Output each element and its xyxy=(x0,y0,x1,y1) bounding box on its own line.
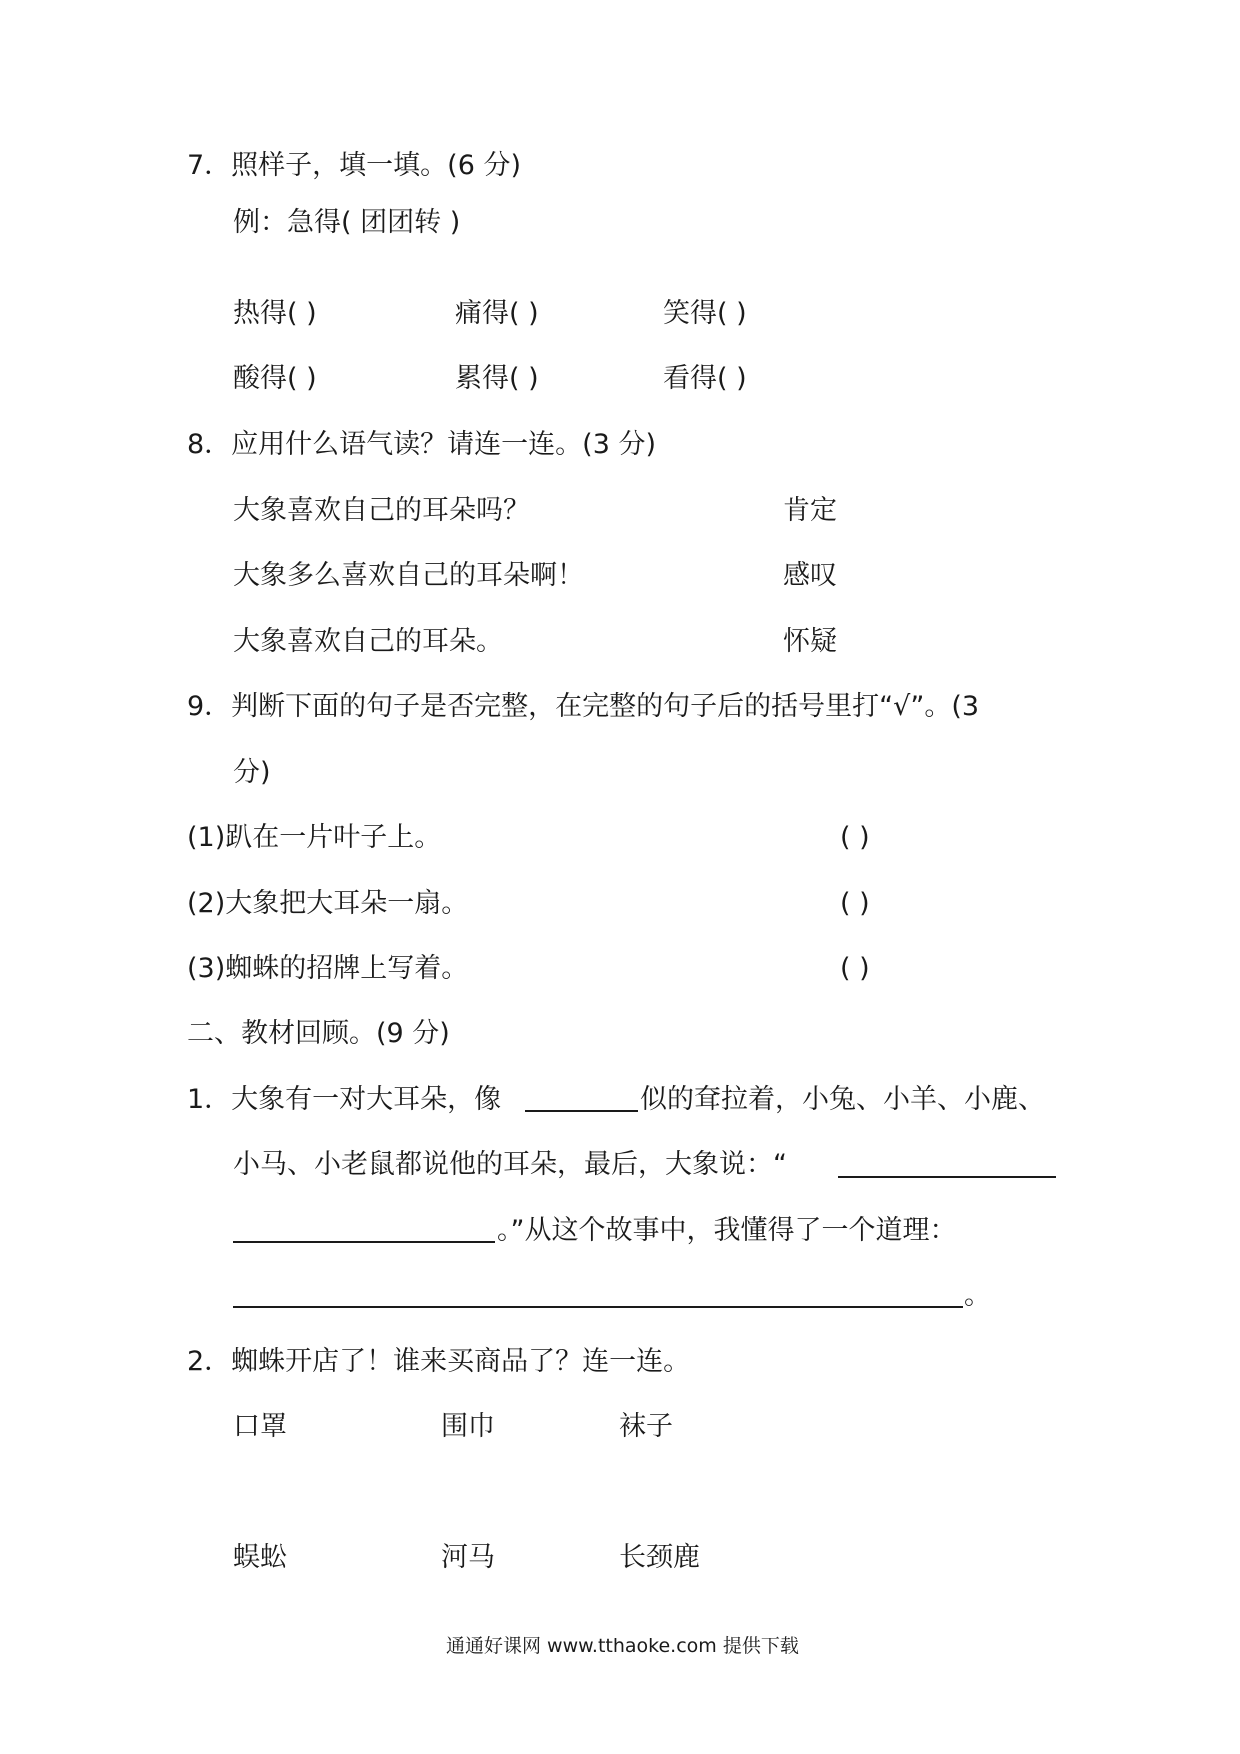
q9-title-line2: 分) xyxy=(233,757,271,788)
q8-sentence-3: 大象喜欢自己的耳朵。 xyxy=(233,626,503,657)
q7-title: 7．照样子，填一填。(6 分) xyxy=(187,150,522,181)
q7-item-2: 痛得( ) xyxy=(455,298,539,329)
s2q1-line3: 。”从这个故事中，我懂得了一个道理： xyxy=(497,1215,957,1246)
q7-item-4: 酸得( ) xyxy=(233,363,317,394)
q8-title: 8．应用什么语气读？请连一连。(3 分) xyxy=(187,429,657,460)
q9-bracket-1: ( ) xyxy=(840,822,870,853)
s2q2-good-3: 袜子 xyxy=(619,1411,673,1442)
s2q2-animal-3: 长颈鹿 xyxy=(619,1542,700,1573)
q9-title-line1: 9．判断下面的句子是否完整，在完整的句子后的括号里打“√”。(3 xyxy=(187,691,980,722)
q8-tone-3: 怀疑 xyxy=(783,626,837,657)
q9-item-2: (2)大象把大耳朵一扇。 xyxy=(187,888,469,919)
s2q1-blank-3 xyxy=(233,1241,495,1243)
s2q2-good-1: 口罩 xyxy=(233,1411,287,1442)
q8-sentence-1: 大象喜欢自己的耳朵吗？ xyxy=(233,495,530,526)
q9-item-3: (3)蜘蛛的招牌上写着。 xyxy=(187,953,469,984)
q8-tone-2: 感叹 xyxy=(783,560,837,591)
s2q1-part1: 1．大象有一对大耳朵，像 xyxy=(187,1084,502,1115)
s2q2-good-2: 围巾 xyxy=(441,1411,495,1442)
q8-sentence-2: 大象多么喜欢自己的耳朵啊！ xyxy=(233,560,584,591)
s2q1-blank-2 xyxy=(838,1176,1056,1178)
q9-item-1: (1)趴在一片叶子上。 xyxy=(187,822,442,853)
q7-example: 例：急得( 团团转 ) xyxy=(233,207,461,238)
s2q2-animal-2: 河马 xyxy=(441,1542,495,1573)
q7-item-6: 看得( ) xyxy=(663,363,747,394)
s2q1-part2: 似的耷拉着，小兔、小羊、小鹿、 xyxy=(640,1084,1045,1115)
q9-bracket-3: ( ) xyxy=(840,953,870,984)
q8-tone-1: 肯定 xyxy=(783,495,837,526)
s2q1-line2: 小马、小老鼠都说他的耳朵，最后，大象说：“ xyxy=(233,1149,787,1180)
section2-title: 二、教材回顾。(9 分) xyxy=(187,1018,450,1049)
q7-item-1: 热得( ) xyxy=(233,298,317,329)
s2q2-animal-1: 蜈蚣 xyxy=(233,1542,287,1573)
s2q1-blank-1 xyxy=(525,1110,638,1112)
q7-item-5: 累得( ) xyxy=(455,363,539,394)
q9-bracket-2: ( ) xyxy=(840,888,870,919)
q7-item-3: 笑得( ) xyxy=(663,298,747,329)
footer-watermark: 通通好课网 www.tthaoke.com 提供下载 xyxy=(446,1635,799,1657)
s2q1-end: 。 xyxy=(964,1280,991,1311)
s2q2-title: 2．蜘蛛开店了！谁来买商品了？连一连。 xyxy=(187,1346,691,1377)
s2q1-blank-4 xyxy=(233,1306,963,1308)
